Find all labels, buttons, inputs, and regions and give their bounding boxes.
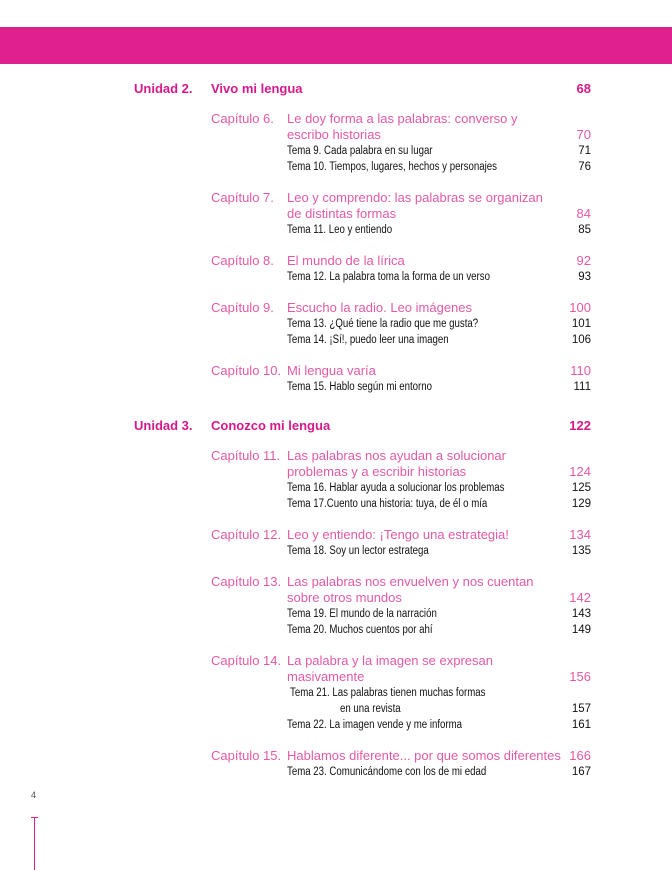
- tema-page-number: 106: [571, 334, 591, 346]
- tema-title: Tema 12. La palabra toma la forma de un verso: [287, 271, 490, 283]
- tema-title: Tema 10. Tiempos, lugares, hechos y personajes: [287, 161, 497, 173]
- chapter-title: Mi lengua varía: [287, 363, 376, 378]
- tema-title: Tema 16. Hablar ayuda a solucionar los problemas: [287, 482, 505, 494]
- chapter-page-number: 92: [576, 253, 591, 268]
- chapter-title: Le doy forma a las palabras: converso y: [287, 111, 518, 126]
- tema-title: Tema 11. Leo y entiendo: [287, 224, 393, 236]
- tema-page-number: 71: [578, 145, 591, 157]
- tema-title: Tema 18. Soy un lector estratega: [287, 545, 429, 557]
- tema-title: Tema 21. Las palabras tienen muchas formas: [290, 687, 486, 699]
- chapter-label: Capítulo 8.: [211, 253, 274, 268]
- unit-label: Unidad 2.: [134, 81, 193, 96]
- chapter-title: Hablamos diferente... por que somos diferentes: [287, 748, 561, 763]
- tema-title: Tema 17.Cuento una historia: tuya, de él o mía: [287, 498, 488, 510]
- chapter-page-number: 156: [569, 669, 591, 684]
- unit-title: Conozco mi lengua: [211, 418, 331, 433]
- tema-title: en una revista: [340, 703, 401, 715]
- chapter-label: Capítulo 9.: [211, 300, 274, 315]
- chapter-label: Capítulo 12.: [211, 527, 282, 542]
- folio-rule: [34, 817, 35, 870]
- tema-title: Tema 22. La imagen vende y me informa: [287, 719, 463, 731]
- chapter-page-number: 166: [569, 748, 591, 763]
- unit-page-number: 122: [569, 418, 591, 433]
- chapter-title: Escucho la radio. Leo imágenes: [287, 300, 473, 315]
- chapter-title: masivamente: [287, 669, 365, 684]
- tema-page-number: 167: [571, 766, 591, 778]
- chapter-title: escribo historias: [287, 127, 381, 142]
- unit-page-number: 68: [576, 81, 591, 96]
- tema-page-number: 101: [571, 318, 591, 330]
- chapter-title: Las palabras nos envuelven y nos cuentan: [287, 574, 534, 589]
- tema-title: Tema 23. Comunicándome con los de mi edad: [287, 766, 487, 778]
- chapter-page-number: 100: [569, 300, 591, 315]
- tema-page-number: 125: [571, 482, 591, 494]
- chapter-label: Capítulo 7.: [211, 190, 274, 205]
- tema-page-number: 135: [571, 545, 591, 557]
- tema-page-number: 149: [571, 624, 591, 636]
- chapter-label: Capítulo 10.: [211, 363, 282, 378]
- chapter-label: Capítulo 6.: [211, 111, 274, 126]
- tema-title: Tema 20. Muchos cuentos por ahí: [287, 624, 433, 636]
- chapter-page-number: 134: [569, 527, 591, 542]
- tema-page-number: 76: [578, 161, 591, 173]
- tema-title: Tema 9. Cada palabra en su lugar: [287, 145, 433, 157]
- chapter-page-number: 142: [569, 590, 591, 605]
- chapter-label: Capítulo 13.: [211, 574, 282, 589]
- tema-page-number: 161: [571, 719, 591, 731]
- tema-title: Tema 15. Hablo según mi entorno: [287, 381, 432, 393]
- unit-title: Vivo mi lengua: [211, 81, 303, 96]
- tema-title: Tema 14. ¡Sí!, puedo leer una imagen: [287, 334, 449, 346]
- tema-title: Tema 13. ¿Qué tiene la radio que me gusta?: [287, 318, 479, 330]
- chapter-page-number: 84: [576, 206, 591, 221]
- chapter-title: de distintas formas: [287, 206, 397, 221]
- chapter-title: La palabra y la imagen se expresan: [287, 653, 493, 668]
- unit-label: Unidad 3.: [134, 418, 193, 433]
- chapter-page-number: 70: [576, 127, 591, 142]
- chapter-title: Leo y entiendo: ¡Tengo una estrategia!: [287, 527, 509, 542]
- tema-page-number: 111: [573, 381, 591, 393]
- tema-title: Tema 19. El mundo de la narración: [287, 608, 437, 620]
- chapter-title: sobre otros mundos: [287, 590, 402, 605]
- tema-page-number: 85: [578, 224, 591, 236]
- chapter-title: Leo y comprendo: las palabras se organizan: [287, 190, 543, 205]
- tema-page-number: 129: [571, 498, 591, 510]
- tema-page-number: 143: [571, 608, 591, 620]
- page-number: 4: [31, 790, 37, 800]
- chapter-page-number: 124: [569, 464, 591, 479]
- tema-page-number: 157: [571, 703, 591, 715]
- chapter-label: Capítulo 15.: [211, 748, 282, 763]
- chapter-page-number: 110: [570, 363, 591, 378]
- chapter-label: Capítulo 11.: [211, 448, 281, 463]
- chapter-title: problemas y a escribir historias: [287, 464, 467, 479]
- chapter-title: El mundo de la lírica: [287, 253, 405, 268]
- chapter-title: Las palabras nos ayudan a solucionar: [287, 448, 506, 463]
- tema-page-number: 93: [578, 271, 591, 283]
- chapter-label: Capítulo 14.: [211, 653, 282, 668]
